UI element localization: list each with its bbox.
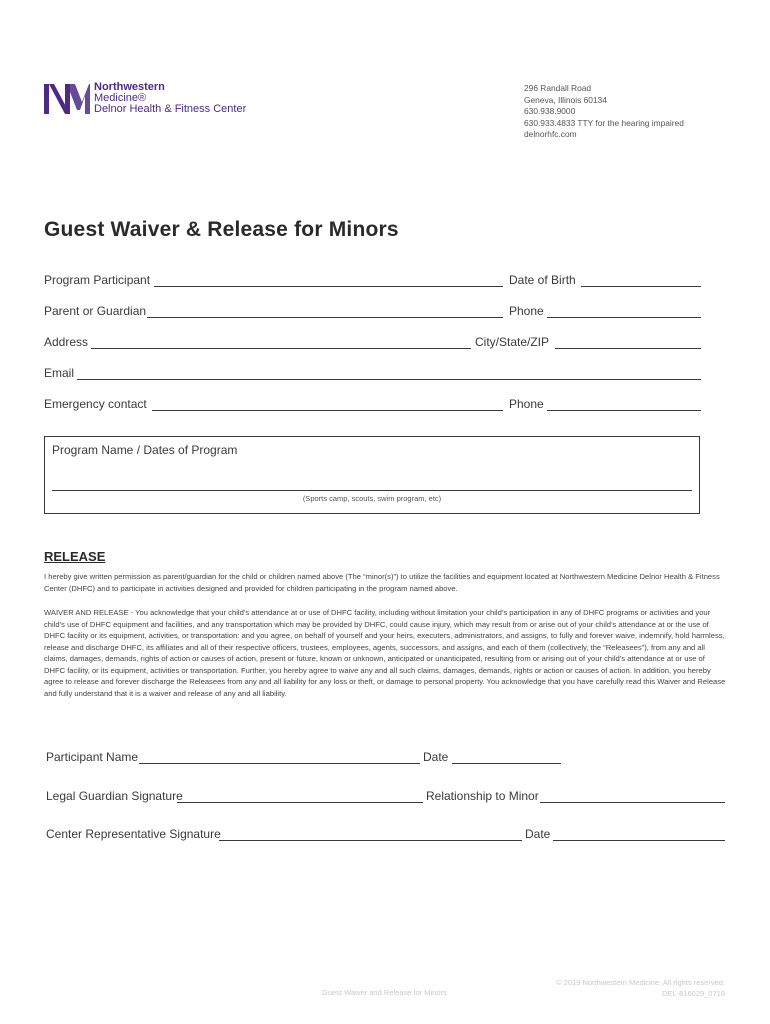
form-title: Guest Waiver & Release for Minors bbox=[44, 218, 399, 241]
contact-street: 296 Randall Road bbox=[524, 83, 592, 93]
footer-document-name: Guest Waiver and Release for Minors bbox=[322, 988, 447, 997]
date-field-1[interactable] bbox=[452, 763, 561, 764]
footer-document-code: DEL-816029_0719 bbox=[662, 989, 725, 998]
center-representative-signature-label: Center Representative Signature bbox=[46, 827, 221, 841]
program-name-label: Program Name / Dates of Program bbox=[52, 443, 238, 457]
nm-logo-icon bbox=[44, 82, 90, 116]
date-of-birth-label: Date of Birth bbox=[509, 273, 576, 287]
release-heading: RELEASE bbox=[44, 549, 106, 564]
participant-name-label: Participant Name bbox=[46, 750, 139, 764]
program-hint: (Sports camp, scouts, swim program, etc) bbox=[302, 494, 442, 503]
program-participant-field[interactable] bbox=[154, 286, 503, 287]
footer-copyright-line: © 2019 Northwestern Medicine. All rights reserved. bbox=[556, 978, 725, 987]
emergency-contact-label: Emergency contact bbox=[44, 397, 147, 411]
contact-website: delnorhfc.com bbox=[524, 129, 577, 139]
city-state-zip-field[interactable] bbox=[555, 348, 701, 349]
contact-city: Geneva, Illinois 60134 bbox=[524, 94, 607, 105]
parent-guardian-field[interactable] bbox=[147, 317, 503, 318]
logo-line-3: Delnor Health & Fitness Center bbox=[94, 103, 247, 115]
release-permission-paragraph: I hereby give written permission as parent/guardian for the child or children named above (The “minor(s)”) to utilize the facilities and equipment located at Northwestern Medicine Delnor Health & Fitness Center (DHFC) and to participate in activities designed and provided for children participating in the program named above. bbox=[44, 572, 720, 593]
contact-tty: 630.933.4833 TTY for the hearing impaired bbox=[524, 117, 684, 128]
address-label: Address bbox=[44, 335, 89, 349]
program-name-field[interactable] bbox=[52, 490, 692, 491]
phone-field[interactable] bbox=[547, 317, 701, 318]
phone-label: Phone bbox=[509, 304, 544, 318]
legal-guardian-signature-field[interactable] bbox=[177, 802, 423, 803]
logo-line-2: Medicine® bbox=[94, 92, 147, 104]
email-field[interactable] bbox=[77, 379, 701, 380]
relationship-to-minor-field[interactable] bbox=[540, 802, 725, 803]
contact-phone: 630.938.9000 bbox=[524, 106, 576, 116]
date-of-birth-field[interactable] bbox=[581, 286, 701, 287]
participant-name-field[interactable] bbox=[139, 763, 420, 764]
program-participant-label: Program Participant bbox=[44, 273, 151, 287]
waiver-release-paragraph: WAIVER AND RELEASE - You acknowledge that your child’s attendance at or use of DHFC facility, including without limitation your child’s participation in any of DHFC programs or activities and your child’s use of DHFC equipment and facilities, and any transportation which may be provided by DHFC, could cause injury, which may result from or arise out of your child’s attendance at or the use of DHFC facility or its equipment, activities, or transportation: and you agree, on behalf of yourself and your heirs, executers, administrators, and assigns, to fully and forever waive, indemnify, hold harmless, release and discharge DHFC, its affiliates and all of their respective officers, trustees, employees, agents, successors, and assigns, and each of them (collectively, the “Releasees”), from any and all claims, damages, demands, rights of action or causes of action, present or future, known or unknown, anticipated or unanticipated, resulting from or arising out of your child’s attendance at or use of DHFC facility, or its equipment, activities or transportation. Further, you hereby agree to waive any and all such claims, damages, demands, rights or action or causes of action. In addition, you hereby agree to release and forever discharge the Releasees from any and all liability for any loss or theft, or damage to personal property. You acknowledge that you have carefully read this Waiver and Release and fully understand that it is a waiver and release of any and all liability. bbox=[44, 608, 726, 698]
email-label: Email bbox=[44, 366, 75, 380]
address-field[interactable] bbox=[91, 348, 471, 349]
date-label-1: Date bbox=[423, 750, 449, 764]
relationship-to-minor-label: Relationship to Minor bbox=[426, 789, 539, 803]
logo-line-1: Northwestern bbox=[94, 81, 165, 93]
legal-guardian-signature-label: Legal Guardian Signature bbox=[46, 789, 183, 803]
date-field-2[interactable] bbox=[553, 840, 725, 841]
date-label-2: Date bbox=[525, 827, 551, 841]
city-state-zip-label: City/State/ZIP bbox=[475, 335, 550, 349]
emergency-phone-field[interactable] bbox=[547, 410, 701, 411]
program-box bbox=[44, 436, 700, 514]
footer-copyright bbox=[556, 977, 725, 999]
emergency-phone-label: Phone bbox=[509, 397, 544, 411]
center-representative-signature-field[interactable] bbox=[219, 840, 522, 841]
parent-guardian-label: Parent or Guardian bbox=[44, 304, 147, 318]
contact-block bbox=[524, 83, 684, 141]
emergency-contact-field[interactable] bbox=[152, 410, 503, 411]
